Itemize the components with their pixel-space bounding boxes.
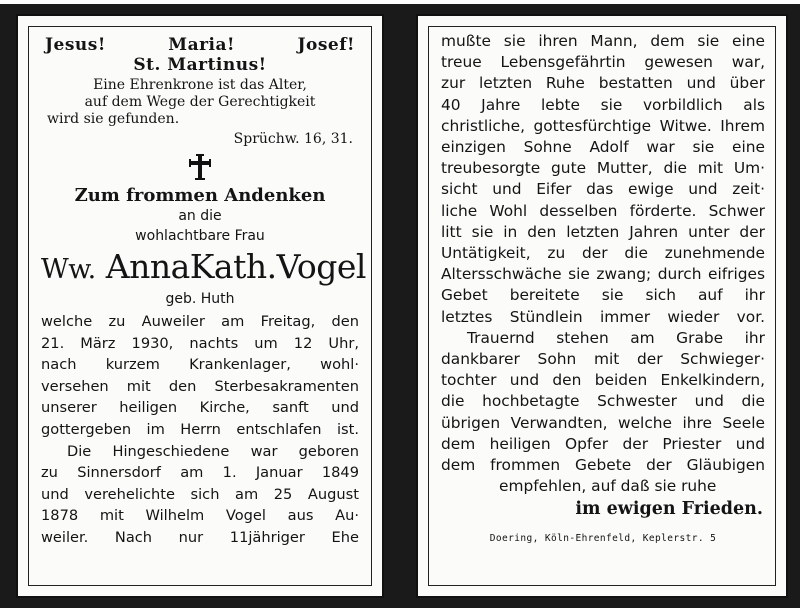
verse-line: Eine Ehrenkrone ist das Alter,: [93, 77, 307, 93]
right-memorial-card: [416, 14, 788, 598]
text-line: sicht und Eifer das ewige und zeit·: [441, 180, 765, 199]
invocation-maria: Maria!: [168, 35, 235, 55]
invocation-line: [41, 35, 359, 55]
text-line: Gebet bereitete sie sich auf ihr: [441, 286, 765, 305]
left-card-frame: [28, 26, 372, 586]
text-line: dankbarer Sohn mit der Schwieger·: [441, 350, 765, 369]
text-line: welche zu Auweiler am Freitag, den: [41, 313, 359, 330]
printer-imprint: Doering, Köln-Ehrenfeld, Keplerstr. 5: [489, 533, 717, 545]
text-line: zur letzten Ruhe bestatten und über: [441, 74, 765, 93]
text-line: gottergeben im Herrn entschlafen ist.: [41, 420, 359, 438]
text-line: treubesorgte gute Mutter, die mit Um·: [441, 159, 765, 178]
text-line: einzigen Sohne Adolf war sie eine: [441, 138, 765, 157]
text-line: empfehlen, auf daß sie ruhe: [499, 477, 717, 496]
text-line: Untätigkeit, zu der die zunehmende: [441, 244, 765, 263]
name-prefix: Ww.: [41, 254, 96, 285]
text-line: weiler. Nach nur 11jähriger Ehe: [41, 528, 359, 546]
name-main: AnnaKath.Vogel: [105, 247, 366, 286]
verse-line: auf dem Wege der Gerechtigkeit: [84, 94, 316, 110]
right-card-frame: [428, 26, 776, 586]
saint-name: St. Martinus!: [133, 55, 267, 75]
text-line: 21. März 1930, nachts um 12 Uhr,: [41, 334, 359, 352]
text-line: Die Hingeschiedene war geboren: [67, 442, 359, 460]
invocation-jesus: Jesus!: [45, 35, 106, 55]
bible-verse: [41, 77, 359, 128]
text-line: mußte sie ihren Mann, dem sie eine: [441, 32, 765, 50]
obituary-text-right: [441, 31, 765, 497]
left-memorial-card: [16, 14, 384, 598]
honorific-line: wohlachtbare Frau: [135, 228, 265, 244]
text-line: Trauernd stehen am Grabe ihr: [467, 328, 765, 347]
closing-phrase: im ewigen Frieden.: [575, 499, 763, 520]
memorial-heading: Zum frommen Andenken: [74, 185, 326, 206]
text-line: christliche, gottesfürchtige Witwe. Ihrem: [441, 116, 765, 135]
deceased-name: [41, 247, 366, 289]
invocation-josef: Josef!: [297, 35, 355, 55]
text-line: liche Wohl desselben förderte. Schwer: [441, 201, 765, 220]
verse-reference: Sprüchw. 16, 31.: [233, 131, 353, 147]
text-line: litt sie in den letzten Jahren unter der: [441, 222, 765, 241]
dedication-line: an die: [178, 208, 222, 224]
text-line: zu Sinnersdorf am 1. Januar 1849: [41, 464, 359, 482]
text-line: Altersschwäche sie zwang; durch eifriges: [441, 265, 765, 284]
birth-name: geb. Huth: [165, 291, 235, 307]
text-line: unserer heiligen Kirche, sanft und: [41, 399, 359, 417]
text-line: 40 Jahre lebte sie vorbildlich als: [441, 95, 765, 114]
text-line: die hochbetagte Schwester und die: [441, 392, 765, 411]
text-line: versehen mit den Sterbesakramenten: [41, 377, 359, 395]
obituary-text-left: [41, 311, 359, 549]
text-line: übrigen Verwandten, welche ihre Seele: [441, 413, 765, 432]
cross-icon: [41, 153, 359, 183]
text-line: treue Lebensgefährtin gewesen war,: [441, 53, 765, 72]
text-line: 1878 mit Wilhelm Vogel aus Au·: [41, 507, 359, 525]
text-line: nach kurzem Krankenlager, wohl·: [41, 356, 359, 374]
text-line: und verehelichte sich am 25 August: [41, 485, 359, 503]
text-line: dem frommen Gebete der Gläubigen: [441, 456, 765, 475]
card-background: [0, 4, 800, 608]
text-line: letztes Stündlein immer wieder vor.: [441, 307, 765, 326]
verse-line: wird sie gefunden.: [47, 111, 180, 127]
text-line: dem heiligen Opfer der Priester und: [441, 434, 765, 453]
text-line: tochter und den beiden Enkelkindern,: [441, 371, 765, 390]
